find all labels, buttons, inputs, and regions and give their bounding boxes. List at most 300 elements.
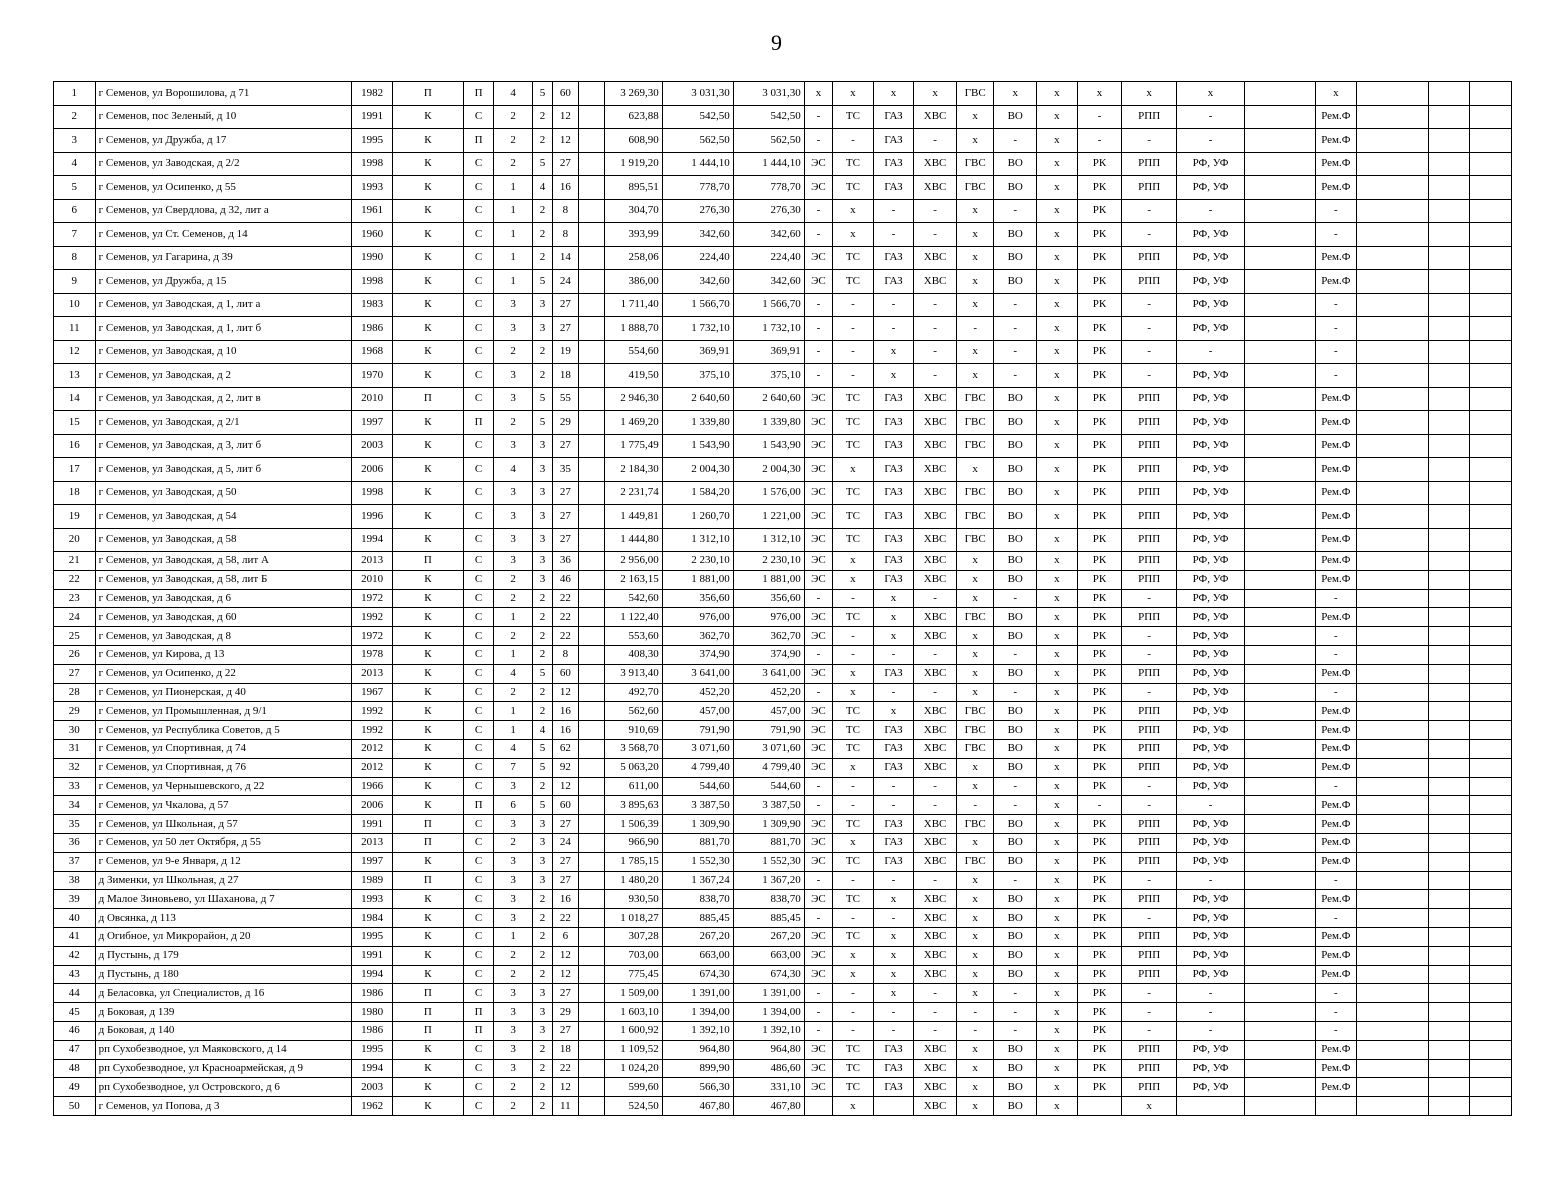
table-cell: - bbox=[1316, 871, 1357, 890]
table-cell: ЭС bbox=[804, 946, 832, 965]
table-cell: РПП bbox=[1122, 152, 1177, 176]
table-cell: РПП bbox=[1122, 815, 1177, 834]
table-cell: РФ, УФ bbox=[1177, 833, 1245, 852]
table-cell: - bbox=[994, 364, 1037, 388]
table-cell: ХВС bbox=[914, 1040, 957, 1059]
table-cell: Рем.Ф bbox=[1316, 702, 1357, 721]
table-cell: 1 312,10 bbox=[662, 528, 733, 552]
table-cell: 3 bbox=[54, 129, 96, 153]
table-cell bbox=[1356, 608, 1428, 627]
table-cell: 342,60 bbox=[662, 223, 733, 247]
table-cell: х bbox=[873, 82, 914, 106]
table-cell: ХВС bbox=[914, 1097, 957, 1116]
table-cell: ГВС bbox=[956, 505, 994, 529]
table-cell bbox=[1428, 199, 1470, 223]
table-cell: 1970 bbox=[352, 364, 393, 388]
table-cell: 2 184,30 bbox=[604, 458, 662, 482]
table-cell: 32 bbox=[54, 758, 96, 777]
table-cell: 1968 bbox=[352, 340, 393, 364]
table-cell: П bbox=[463, 1003, 493, 1022]
table-cell: С bbox=[463, 199, 493, 223]
table-cell: 3 bbox=[532, 1021, 552, 1040]
table-cell: РФ, УФ bbox=[1177, 1040, 1245, 1059]
table-cell: 12 bbox=[54, 340, 96, 364]
table-cell: РФ, УФ bbox=[1177, 645, 1245, 664]
table-cell bbox=[1470, 1003, 1512, 1022]
table-cell bbox=[578, 664, 604, 683]
table-cell: г Семенов, ул Спортивная, д 74 bbox=[95, 739, 352, 758]
table-cell: 964,80 bbox=[733, 1040, 804, 1059]
table-cell: х bbox=[956, 105, 994, 129]
table-cell: - bbox=[1122, 317, 1177, 341]
table-cell: ГАЗ bbox=[873, 176, 914, 200]
table-cell: х bbox=[956, 552, 994, 571]
table-cell bbox=[1356, 739, 1428, 758]
table-cell: 3 641,00 bbox=[662, 664, 733, 683]
table-cell: 18 bbox=[54, 481, 96, 505]
table-cell: - bbox=[914, 589, 957, 608]
table-cell: С bbox=[463, 105, 493, 129]
table-cell bbox=[578, 984, 604, 1003]
table-cell bbox=[578, 1040, 604, 1059]
table-cell: - bbox=[1122, 909, 1177, 928]
table-cell: С bbox=[463, 246, 493, 270]
table-cell bbox=[1428, 833, 1470, 852]
table-cell: 457,00 bbox=[662, 702, 733, 721]
table-cell bbox=[1356, 683, 1428, 702]
table-cell: 1 600,92 bbox=[604, 1021, 662, 1040]
table-cell: 554,60 bbox=[604, 340, 662, 364]
table-cell: - bbox=[1177, 796, 1245, 815]
table-cell: г Семенов, ул Заводская, д 5, лит б bbox=[95, 458, 352, 482]
table-cell: 553,60 bbox=[604, 627, 662, 646]
table-cell: С bbox=[463, 505, 493, 529]
table-cell bbox=[1428, 458, 1470, 482]
table-cell: 3 031,30 bbox=[662, 82, 733, 106]
table-cell: 3 568,70 bbox=[604, 739, 662, 758]
table-cell: 1 260,70 bbox=[662, 505, 733, 529]
table-cell: ВО bbox=[994, 946, 1037, 965]
table-cell: С bbox=[463, 570, 493, 589]
table-cell: К bbox=[392, 434, 463, 458]
table-cell: 27 bbox=[553, 528, 578, 552]
table-cell: Рем.Ф bbox=[1316, 1078, 1357, 1097]
table-cell bbox=[1428, 1040, 1470, 1059]
table-cell: С bbox=[463, 1059, 493, 1078]
table-cell: РК bbox=[1077, 340, 1122, 364]
table-cell: Рем.Ф bbox=[1316, 664, 1357, 683]
table-cell: ВО bbox=[994, 387, 1037, 411]
table-cell: 47 bbox=[54, 1040, 96, 1059]
table-cell: 2 bbox=[532, 777, 552, 796]
table-cell: 1 506,39 bbox=[604, 815, 662, 834]
table-cell: 3 bbox=[532, 815, 552, 834]
table-cell: 1991 bbox=[352, 105, 393, 129]
table-cell: рп Сухобезводное, ул Красноармейская, д 9 bbox=[95, 1059, 352, 1078]
table-cell bbox=[1245, 890, 1316, 909]
table-cell: 775,45 bbox=[604, 965, 662, 984]
table-cell: - bbox=[1177, 1021, 1245, 1040]
table-cell: 791,90 bbox=[733, 721, 804, 740]
table-cell: 362,70 bbox=[733, 627, 804, 646]
table-cell: Рем.Ф bbox=[1316, 270, 1357, 294]
table-cell: РК bbox=[1077, 984, 1122, 1003]
table-cell: 3 269,30 bbox=[604, 82, 662, 106]
table-cell: П bbox=[392, 815, 463, 834]
table-cell: 4 bbox=[532, 176, 552, 200]
table-cell: х bbox=[1037, 364, 1078, 388]
table-cell: ХВС bbox=[914, 946, 957, 965]
table-cell: 3 895,63 bbox=[604, 796, 662, 815]
table-cell: 3 071,60 bbox=[662, 739, 733, 758]
table-cell: х bbox=[833, 223, 874, 247]
table-cell: 1 603,10 bbox=[604, 1003, 662, 1022]
table-cell bbox=[1470, 199, 1512, 223]
table-cell: РПП bbox=[1122, 270, 1177, 294]
table-cell: х bbox=[833, 758, 874, 777]
table-cell: - bbox=[1177, 1003, 1245, 1022]
table-cell bbox=[1428, 340, 1470, 364]
table-cell: - bbox=[914, 871, 957, 890]
table-cell: 1 bbox=[494, 721, 533, 740]
table-cell bbox=[1428, 364, 1470, 388]
table-cell: РК bbox=[1077, 890, 1122, 909]
table-cell: 1994 bbox=[352, 528, 393, 552]
table-cell: К bbox=[392, 246, 463, 270]
table-cell bbox=[1245, 608, 1316, 627]
table-cell: - bbox=[914, 1003, 957, 1022]
table-cell: ВО bbox=[994, 105, 1037, 129]
table-cell: 16 bbox=[553, 721, 578, 740]
table-cell: ГАЗ bbox=[873, 1040, 914, 1059]
table-cell: ГВС bbox=[956, 152, 994, 176]
table-cell: П bbox=[392, 871, 463, 890]
table-cell bbox=[1245, 176, 1316, 200]
table-cell: 2010 bbox=[352, 570, 393, 589]
table-cell bbox=[1428, 246, 1470, 270]
table-cell: 3 bbox=[532, 570, 552, 589]
table-cell: РК bbox=[1077, 1021, 1122, 1040]
table-cell bbox=[578, 1021, 604, 1040]
table-cell: 2 bbox=[494, 152, 533, 176]
table-cell: 24 bbox=[553, 833, 578, 852]
table-cell: х bbox=[1037, 176, 1078, 200]
table-cell: х bbox=[1077, 82, 1122, 106]
table-row bbox=[54, 1040, 1512, 1059]
table-cell: 5 bbox=[54, 176, 96, 200]
table-cell: х bbox=[956, 890, 994, 909]
table-cell: П bbox=[392, 833, 463, 852]
table-cell: - bbox=[1122, 340, 1177, 364]
table-cell: ГАЗ bbox=[873, 570, 914, 589]
table-cell bbox=[578, 1003, 604, 1022]
table-cell: - bbox=[833, 1021, 874, 1040]
table-cell: х bbox=[956, 364, 994, 388]
table-cell: 1 bbox=[494, 199, 533, 223]
table-cell: К bbox=[392, 796, 463, 815]
table-cell: х bbox=[1037, 871, 1078, 890]
table-cell: РК bbox=[1077, 434, 1122, 458]
table-cell: х bbox=[1037, 796, 1078, 815]
table-cell: ТС bbox=[833, 608, 874, 627]
table-cell: ЭС bbox=[804, 176, 832, 200]
table-cell: г Семенов, ул Заводская, д 58, лит Б bbox=[95, 570, 352, 589]
table-cell: х bbox=[1037, 1040, 1078, 1059]
table-cell: ГВС bbox=[956, 481, 994, 505]
table-cell: - bbox=[804, 777, 832, 796]
table-cell: 881,70 bbox=[733, 833, 804, 852]
table-cell: - bbox=[1077, 129, 1122, 153]
table-cell: 778,70 bbox=[733, 176, 804, 200]
table-cell: 3 bbox=[532, 852, 552, 871]
table-cell: ГАЗ bbox=[873, 152, 914, 176]
table-cell: ВО bbox=[994, 570, 1037, 589]
table-cell bbox=[1470, 777, 1512, 796]
table-cell: С bbox=[463, 833, 493, 852]
table-cell: К bbox=[392, 411, 463, 435]
table-cell: ХВС bbox=[914, 965, 957, 984]
table-cell: К bbox=[392, 927, 463, 946]
table-cell bbox=[578, 570, 604, 589]
table-cell: 3 bbox=[494, 852, 533, 871]
table-cell: С bbox=[463, 815, 493, 834]
table-cell: П bbox=[463, 411, 493, 435]
table-cell: х bbox=[873, 984, 914, 1003]
table-cell: РК bbox=[1077, 199, 1122, 223]
table-cell bbox=[578, 152, 604, 176]
table-cell: 307,28 bbox=[604, 927, 662, 946]
table-cell bbox=[1470, 364, 1512, 388]
table-cell: г Семенов, ул Школьная, д 57 bbox=[95, 815, 352, 834]
table-cell: Рем.Ф bbox=[1316, 833, 1357, 852]
table-cell: х bbox=[1037, 1059, 1078, 1078]
table-cell: Рем.Ф bbox=[1316, 852, 1357, 871]
table-cell: 49 bbox=[54, 1078, 96, 1097]
table-cell bbox=[1470, 871, 1512, 890]
table-cell: 611,00 bbox=[604, 777, 662, 796]
table-cell: 1 339,80 bbox=[662, 411, 733, 435]
table-cell: х bbox=[1037, 608, 1078, 627]
table-row bbox=[54, 570, 1512, 589]
table-cell bbox=[1470, 645, 1512, 664]
table-cell: 27 bbox=[553, 481, 578, 505]
table-cell: ХВС bbox=[914, 458, 957, 482]
table-cell: г Семенов, ул Дружба, д 15 bbox=[95, 270, 352, 294]
table-cell: ХВС bbox=[914, 702, 957, 721]
table-cell: 1989 bbox=[352, 871, 393, 890]
table-cell: 3 bbox=[532, 434, 552, 458]
table-cell: - bbox=[956, 1021, 994, 1040]
table-cell: 5 bbox=[532, 387, 552, 411]
table-cell: РПП bbox=[1122, 758, 1177, 777]
table-cell: 2 bbox=[494, 683, 533, 702]
table-cell: д Зименки, ул Школьная, д 27 bbox=[95, 871, 352, 890]
table-cell: 27 bbox=[553, 317, 578, 341]
table-cell: г Семенов, ул Заводская, д 2, лит в bbox=[95, 387, 352, 411]
table-cell bbox=[1470, 1059, 1512, 1078]
table-cell: х bbox=[873, 946, 914, 965]
table-cell: ХВС bbox=[914, 270, 957, 294]
table-cell bbox=[578, 683, 604, 702]
table-cell bbox=[1245, 129, 1316, 153]
table-cell: 2 231,74 bbox=[604, 481, 662, 505]
table-cell bbox=[1428, 223, 1470, 247]
table-cell: ЭС bbox=[804, 927, 832, 946]
table-cell: ЭС bbox=[804, 608, 832, 627]
table-cell: 2 bbox=[532, 589, 552, 608]
table-cell: х bbox=[1037, 223, 1078, 247]
table-cell bbox=[1428, 152, 1470, 176]
table-cell: 362,70 bbox=[662, 627, 733, 646]
table-cell: 1 552,30 bbox=[733, 852, 804, 871]
table-cell: х bbox=[1037, 481, 1078, 505]
table-cell bbox=[578, 176, 604, 200]
table-cell: 544,60 bbox=[733, 777, 804, 796]
table-cell bbox=[1428, 627, 1470, 646]
table-cell: 267,20 bbox=[662, 927, 733, 946]
table-cell bbox=[873, 1097, 914, 1116]
table-cell bbox=[1245, 505, 1316, 529]
table-cell: ТС bbox=[833, 505, 874, 529]
table-cell: - bbox=[914, 340, 957, 364]
table-cell: - bbox=[1177, 105, 1245, 129]
table-cell bbox=[1245, 481, 1316, 505]
table-cell: 930,50 bbox=[604, 890, 662, 909]
table-cell: 5 bbox=[532, 758, 552, 777]
table-cell: х bbox=[873, 927, 914, 946]
table-cell: д Малое Зиновьево, ул Шаханова, д 7 bbox=[95, 890, 352, 909]
table-cell: РК bbox=[1077, 833, 1122, 852]
table-cell: 2010 bbox=[352, 387, 393, 411]
table-cell: 3 bbox=[494, 552, 533, 571]
table-cell: 40 bbox=[54, 909, 96, 928]
table-cell bbox=[1245, 833, 1316, 852]
table-cell: 899,90 bbox=[662, 1059, 733, 1078]
table-cell: ТС bbox=[833, 481, 874, 505]
table-cell bbox=[578, 528, 604, 552]
table-cell: х bbox=[873, 340, 914, 364]
table-cell: РФ, УФ bbox=[1177, 552, 1245, 571]
table-cell: ХВС bbox=[914, 890, 957, 909]
table-cell: 3 bbox=[494, 364, 533, 388]
table-cell: х bbox=[1037, 1021, 1078, 1040]
table-cell: х bbox=[956, 683, 994, 702]
table-cell: х bbox=[1037, 927, 1078, 946]
table-cell: - bbox=[1316, 627, 1357, 646]
table-cell: х bbox=[1037, 946, 1078, 965]
table-cell: ХВС bbox=[914, 105, 957, 129]
table-cell: РК bbox=[1077, 246, 1122, 270]
table-row bbox=[54, 199, 1512, 223]
table-row bbox=[54, 1078, 1512, 1097]
table-cell bbox=[1356, 434, 1428, 458]
table-cell: - bbox=[994, 317, 1037, 341]
table-cell: 16 bbox=[553, 702, 578, 721]
table-cell: - bbox=[804, 340, 832, 364]
table-cell bbox=[578, 645, 604, 664]
table-cell: 46 bbox=[553, 570, 578, 589]
table-cell: х bbox=[1037, 909, 1078, 928]
table-cell: РФ, УФ bbox=[1177, 317, 1245, 341]
table-cell: Рем.Ф bbox=[1316, 411, 1357, 435]
table-cell bbox=[1470, 589, 1512, 608]
table-cell: 1 367,20 bbox=[733, 871, 804, 890]
table-cell: РПП bbox=[1122, 608, 1177, 627]
table-cell: 674,30 bbox=[662, 965, 733, 984]
table-cell: х bbox=[1177, 82, 1245, 106]
table-cell bbox=[1245, 909, 1316, 928]
table-cell: РК bbox=[1077, 570, 1122, 589]
table-cell: 5 bbox=[532, 664, 552, 683]
table-cell bbox=[1245, 589, 1316, 608]
table-cell: г Семенов, ул Заводская, д 10 bbox=[95, 340, 352, 364]
table-cell: ТС bbox=[833, 815, 874, 834]
table-cell: х bbox=[1037, 411, 1078, 435]
table-cell: С bbox=[463, 739, 493, 758]
table-cell bbox=[1356, 176, 1428, 200]
table-cell: Рем.Ф bbox=[1316, 890, 1357, 909]
table-cell bbox=[1245, 758, 1316, 777]
table-cell: ГАЗ bbox=[873, 270, 914, 294]
table-cell: 3 bbox=[494, 528, 533, 552]
table-cell: 1 566,70 bbox=[733, 293, 804, 317]
table-cell: - bbox=[804, 199, 832, 223]
table-cell: г Семенов, ул Заводская, д 1, лит б bbox=[95, 317, 352, 341]
table-cell: РФ, УФ bbox=[1177, 946, 1245, 965]
table-cell: 14 bbox=[54, 387, 96, 411]
table-cell: РК bbox=[1077, 721, 1122, 740]
table-cell: 386,00 bbox=[604, 270, 662, 294]
table-cell: ГАЗ bbox=[873, 1059, 914, 1078]
table-cell bbox=[1245, 683, 1316, 702]
table-row bbox=[54, 481, 1512, 505]
table-cell: 41 bbox=[54, 927, 96, 946]
table-cell: К bbox=[392, 340, 463, 364]
table-cell: 24 bbox=[54, 608, 96, 627]
table-cell: 5 063,20 bbox=[604, 758, 662, 777]
table-cell: 542,50 bbox=[662, 105, 733, 129]
table-cell: х bbox=[873, 589, 914, 608]
table-cell bbox=[1470, 1040, 1512, 1059]
table-cell: 562,50 bbox=[662, 129, 733, 153]
table-cell: ХВС bbox=[914, 758, 957, 777]
table-cell bbox=[578, 627, 604, 646]
table-cell: 542,50 bbox=[733, 105, 804, 129]
table-cell: ГАЗ bbox=[873, 1078, 914, 1097]
table-cell: д Боковая, д 140 bbox=[95, 1021, 352, 1040]
table-cell: С bbox=[463, 317, 493, 341]
table-cell: - bbox=[833, 909, 874, 928]
table-cell bbox=[1470, 739, 1512, 758]
table-cell: х bbox=[956, 223, 994, 247]
table-cell: П bbox=[463, 796, 493, 815]
table-cell bbox=[1428, 946, 1470, 965]
table-cell: г Семенов, ул Чкалова, д 57 bbox=[95, 796, 352, 815]
table-cell: - bbox=[833, 627, 874, 646]
table-cell: 2 bbox=[494, 627, 533, 646]
table-cell bbox=[1245, 1003, 1316, 1022]
table-cell bbox=[1356, 645, 1428, 664]
table-cell: С bbox=[463, 340, 493, 364]
table-cell: 369,91 bbox=[733, 340, 804, 364]
table-cell: 1 bbox=[494, 702, 533, 721]
table-cell bbox=[1245, 1040, 1316, 1059]
table-cell: П bbox=[392, 1021, 463, 1040]
table-cell bbox=[1428, 528, 1470, 552]
table-cell: - bbox=[804, 871, 832, 890]
table-cell: 1 732,10 bbox=[733, 317, 804, 341]
table-cell: 1 444,10 bbox=[662, 152, 733, 176]
